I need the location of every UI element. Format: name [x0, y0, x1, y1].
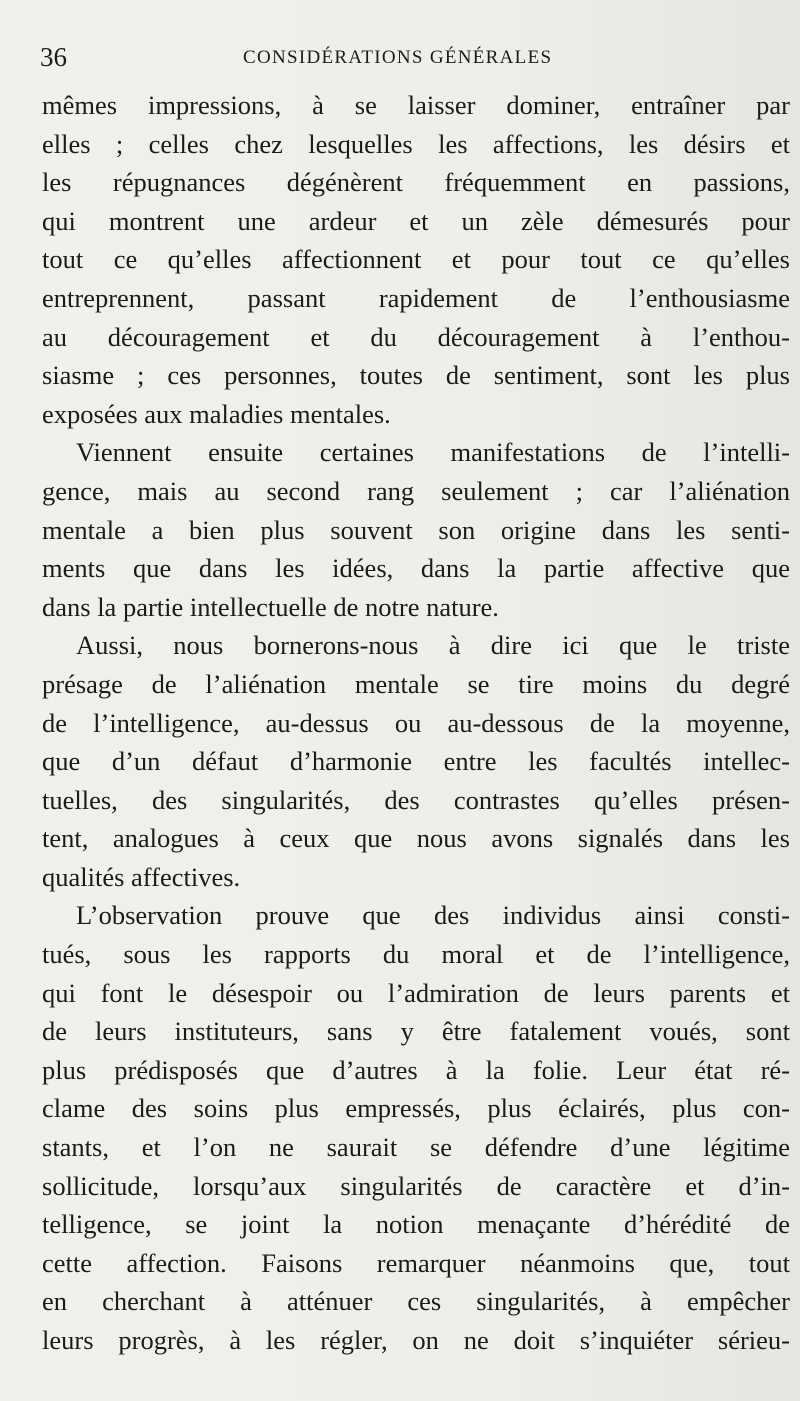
text-line: exposées aux maladies mentales. [42, 398, 391, 429]
text-line: stants, et l’on ne saurait se défendre d’une légitime [42, 1132, 790, 1163]
text-line: ments que dans les idées, dans la partie affective que [42, 553, 790, 584]
text-line: L’observation prouve que des individus ainsi consti- [76, 900, 790, 931]
text-line: tués, sous les rapports du moral et de l’intelligence, [42, 939, 790, 970]
text-line: telligence, se joint la notion menaçante d’hérédité de [42, 1209, 790, 1240]
page-header [40, 42, 780, 76]
text-line: au découragement et du découragement à l’enthou- [42, 321, 790, 352]
text-line: elles ; celles chez lesquelles les affections, les désirs et [42, 128, 790, 159]
text-line: mentale a bien plus souvent son origine dans les senti- [42, 514, 790, 545]
text-line: dans la partie intellectuelle de notre nature. [42, 591, 499, 622]
text-line: siasme ; ces personnes, toutes de sentiment, sont les plus [42, 360, 790, 391]
body-text [42, 86, 790, 1360]
page-number: 36 [40, 42, 67, 72]
text-line: Aussi, nous bornerons-nous à dire ici que le triste [76, 630, 790, 661]
text-line: gence, mais au second rang seulement ; car l’aliénation [42, 475, 790, 506]
text-line: présage de l’aliénation mentale se tire moins du degré [42, 668, 790, 699]
text-line: clame des soins plus empressés, plus éclairés, plus con- [42, 1093, 790, 1124]
text-line: leurs progrès, à les régler, on ne doit s’inquiéter sérieu- [42, 1325, 790, 1355]
text-line: sollicitude, lorsqu’aux singularités de caractère et d’in- [42, 1170, 790, 1201]
text-line: les répugnances dégénèrent fréquemment en passions, [42, 167, 790, 198]
text-line: tout ce qu’elles affectionnent et pour tout ce qu’elles [42, 244, 790, 275]
text-line: qui montrent une ardeur et un zèle démesurés pour [42, 205, 790, 236]
running-title: CONSIDÉRATIONS GÉNÉRALES [243, 47, 553, 68]
text-line: que d’un défaut d’harmonie entre les facultés intellec- [42, 746, 790, 777]
text-line: Viennent ensuite certaines manifestations de l’intelli- [76, 437, 790, 468]
text-line: plus prédisposés que d’autres à la folie. Leur état ré- [42, 1054, 790, 1085]
text-line: en cherchant à atténuer ces singularités, à empêcher [42, 1286, 790, 1317]
text-line: qualités affectives. [42, 861, 241, 892]
text-line: cette affection. Faisons remarquer néanmoins que, tout [42, 1247, 790, 1278]
text-line: de l’intelligence, au-dessus ou au-dessous de la moyenne, [42, 707, 790, 738]
text-line: qui font le désespoir ou l’admiration de leurs parents et [42, 977, 790, 1008]
text-line: de leurs instituteurs, sans y être fatalement voués, sont [42, 1016, 790, 1047]
text-line: tent, analogues à ceux que nous avons signalés dans les [42, 823, 790, 854]
text-line: entreprennent, passant rapidement de l’enthousiasme [42, 282, 790, 313]
text-line: tuelles, des singularités, des contrastes qu’elles présen- [42, 784, 790, 815]
text-line: mêmes impressions, à se laisser dominer, entraîner par [42, 90, 790, 120]
